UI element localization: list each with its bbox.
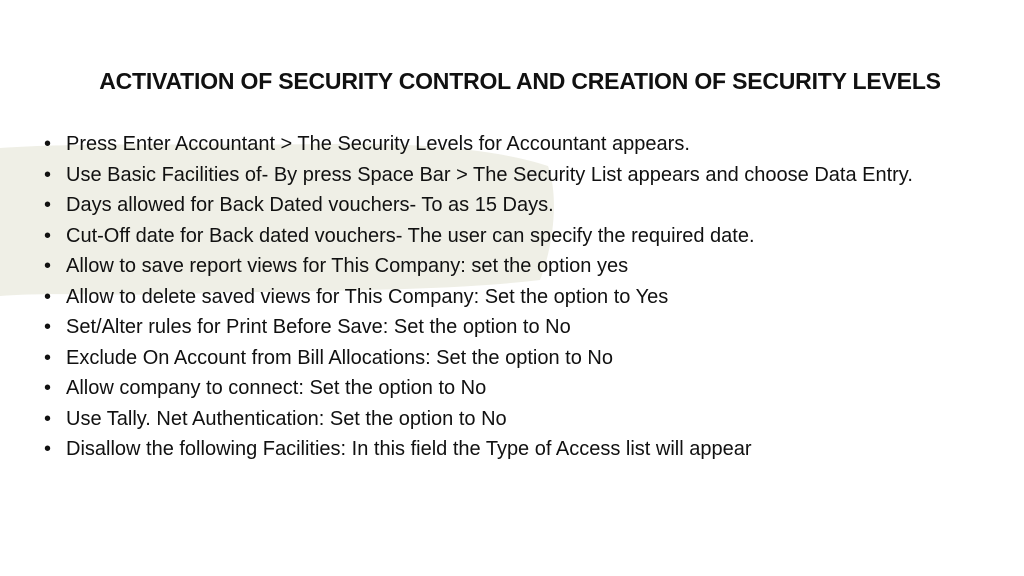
bullet-dot: • (44, 133, 52, 155)
bullet-dot: • (44, 377, 52, 399)
bullet-item (44, 373, 984, 404)
bullet-item (44, 160, 984, 191)
bullet-dot: • (44, 163, 52, 186)
bullet-dot: • (44, 407, 52, 430)
bullet-dot: • (44, 285, 52, 308)
bullet-item (44, 221, 984, 252)
bullet-dot: • (44, 224, 52, 247)
bullet-text: Use Tally. Net Authentication: Set the option to No (66, 407, 507, 430)
bullet-text: Disallow the following Facilities: In this field the Type of Access list will appear (66, 438, 752, 460)
bullet-item (44, 129, 984, 160)
bullet-text: Days allowed for Back Dated vouchers- To as 15 Days. (66, 194, 554, 216)
bullet-item (44, 434, 984, 465)
bullet-text: Allow company to connect: Set the option to No (66, 377, 487, 399)
bullet-item (44, 190, 984, 221)
bullet-text: Press Enter Accountant > The Security Levels for Accountant appears. (66, 133, 690, 155)
bullet-item (44, 251, 984, 282)
bullet-dot: • (44, 346, 52, 369)
bullet-text: Set/Alter rules for Print Before Save: Set the option to No (66, 316, 571, 338)
bullet-item (44, 343, 984, 374)
bullet-text: Exclude On Account from Bill Allocations: Set the option to No (66, 346, 613, 369)
bullet-list (44, 129, 984, 465)
bullet-text: Cut-Off date for Back dated vouchers- The user can specify the required date. (66, 224, 755, 247)
bullet-item (44, 312, 984, 343)
bullet-dot: • (44, 194, 52, 216)
bullet-text: Allow to save report views for This Company: set the option yes (66, 255, 629, 277)
bullet-dot: • (44, 316, 52, 338)
bullet-text: Use Basic Facilities of- By press Space Bar > The Security List appears and choose Data Entry. (66, 163, 913, 186)
bullet-dot: • (44, 438, 52, 460)
slide-title: ACTIVATION OF SECURITY CONTROL AND CREATION OF SECURITY LEVELS (99, 68, 941, 94)
bullet-item (44, 404, 984, 435)
bullet-text: Allow to delete saved views for This Company: Set the option to Yes (66, 285, 669, 308)
bullet-dot: • (44, 255, 52, 277)
bullet-item (44, 282, 984, 313)
